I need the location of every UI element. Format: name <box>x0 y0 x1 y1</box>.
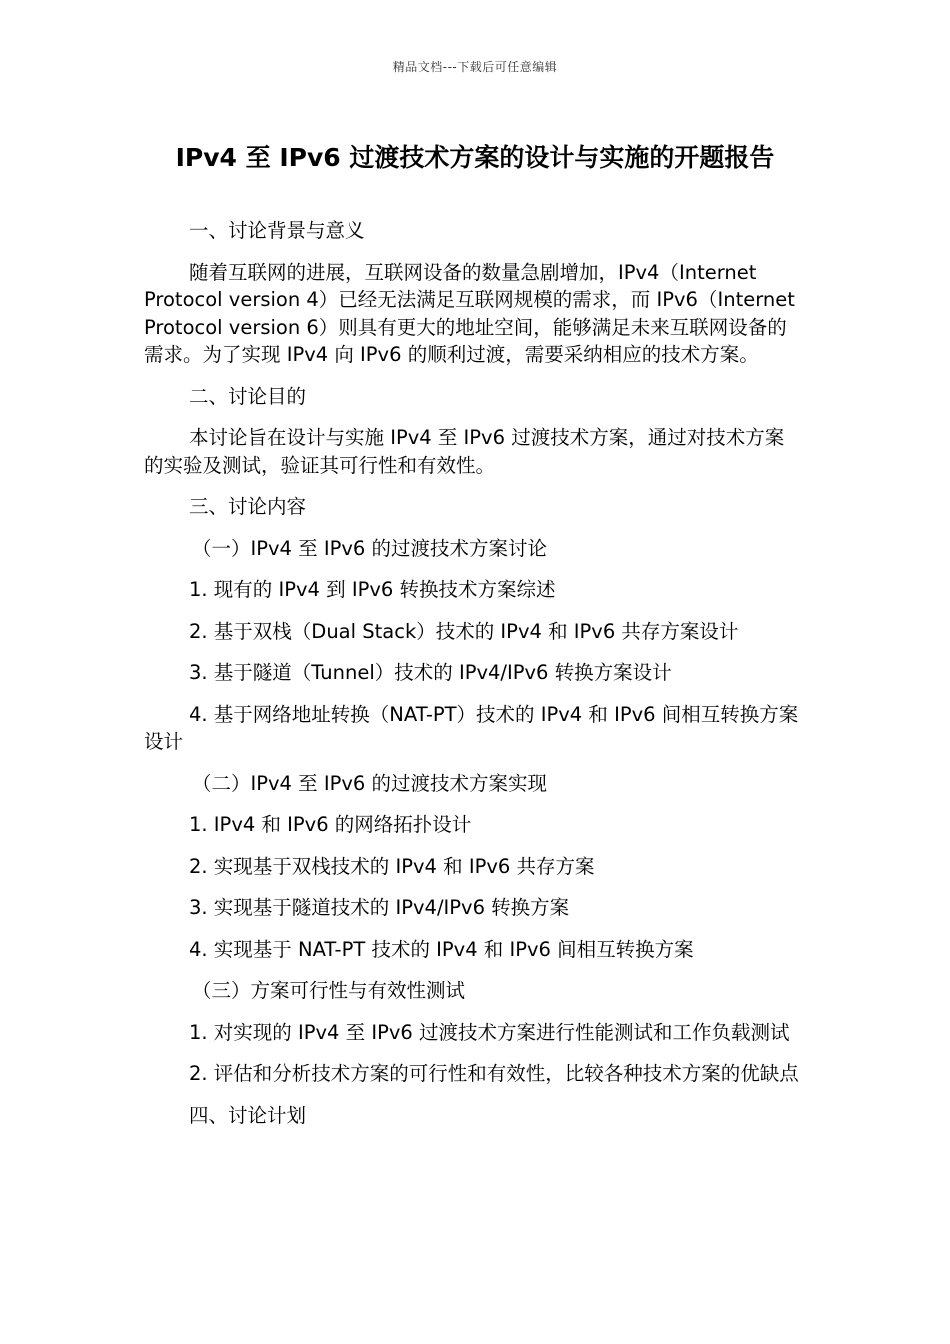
list-item: 2. 实现基于双栈技术的 IPv4 和 IPv6 共存方案 <box>189 854 595 878</box>
list-item: 1. 现有的 IPv4 到 IPv6 转换技术方案综述 <box>189 578 556 601</box>
list-item: 2. 评估和分析技术方案的可行性和有效性，比较各种技术方案的优缺点 <box>189 1062 799 1085</box>
list-item: 4. 基于网络地址转换（NAT-PT）技术的 IPv4 和 IPv6 间相互转换方案设计 <box>144 702 799 753</box>
list-item: 1. IPv4 和 IPv6 的网络拓扑设计 <box>189 813 472 836</box>
subsection-heading-1: （一）IPv4 至 IPv6 的过渡技术方案讨论 <box>192 536 548 560</box>
list-item: 2. 基于双栈（Dual Stack）技术的 IPv4 和 IPv6 共存方案设计 <box>189 619 739 643</box>
paragraph-background: 随着互联网的进展，互联网设备的数量急剧增加，IPv4（Internet Protocol version 4）已经无法满足互联网规模的需求，而 IPv6（Internet Protocol version 6）则具有更大的地址空间，能够满足未来互联网设备的需求。为了实现 IPv4 向 IPv6 的顺利过渡，需要采纳相应的技术方案。 <box>144 260 795 366</box>
section-heading-background: 一、讨论背景与意义 <box>189 219 365 242</box>
paragraph-purpose: 本讨论旨在设计与实施 IPv4 至 IPv6 过渡技术方案，通过对技术方案的实验及测试，验证其可行性和有效性。 <box>144 426 785 477</box>
document-body <box>144 217 802 1143</box>
list-item: 3. 基于隧道（Tunnel）技术的 IPv4/IPv6 转换方案设计 <box>189 661 672 684</box>
section-heading-plan: 四、讨论计划 <box>189 1103 307 1127</box>
subsection-heading-2: （二）IPv4 至 IPv6 的过渡技术方案实现 <box>192 771 548 795</box>
list-item: 4. 实现基于 NAT-PT 技术的 IPv4 和 IPv6 间相互转换方案 <box>189 937 694 961</box>
section-heading-purpose: 二、讨论目的 <box>189 384 307 408</box>
section-heading-content: 三、讨论内容 <box>189 495 307 518</box>
list-item: 1. 对实现的 IPv4 至 IPv6 过渡技术方案进行性能测试和工作负载测试 <box>189 1020 790 1044</box>
page-header-note: 精品文档---下载后可任意编辑 <box>392 60 558 74</box>
list-item: 3. 实现基于隧道技术的 IPv4/IPv6 转换方案 <box>189 896 570 919</box>
document-title: IPv4 至 IPv6 过渡技术方案的设计与实施的开题报告 <box>175 143 775 172</box>
subsection-heading-3: （三）方案可行性与有效性测试 <box>192 979 466 1002</box>
